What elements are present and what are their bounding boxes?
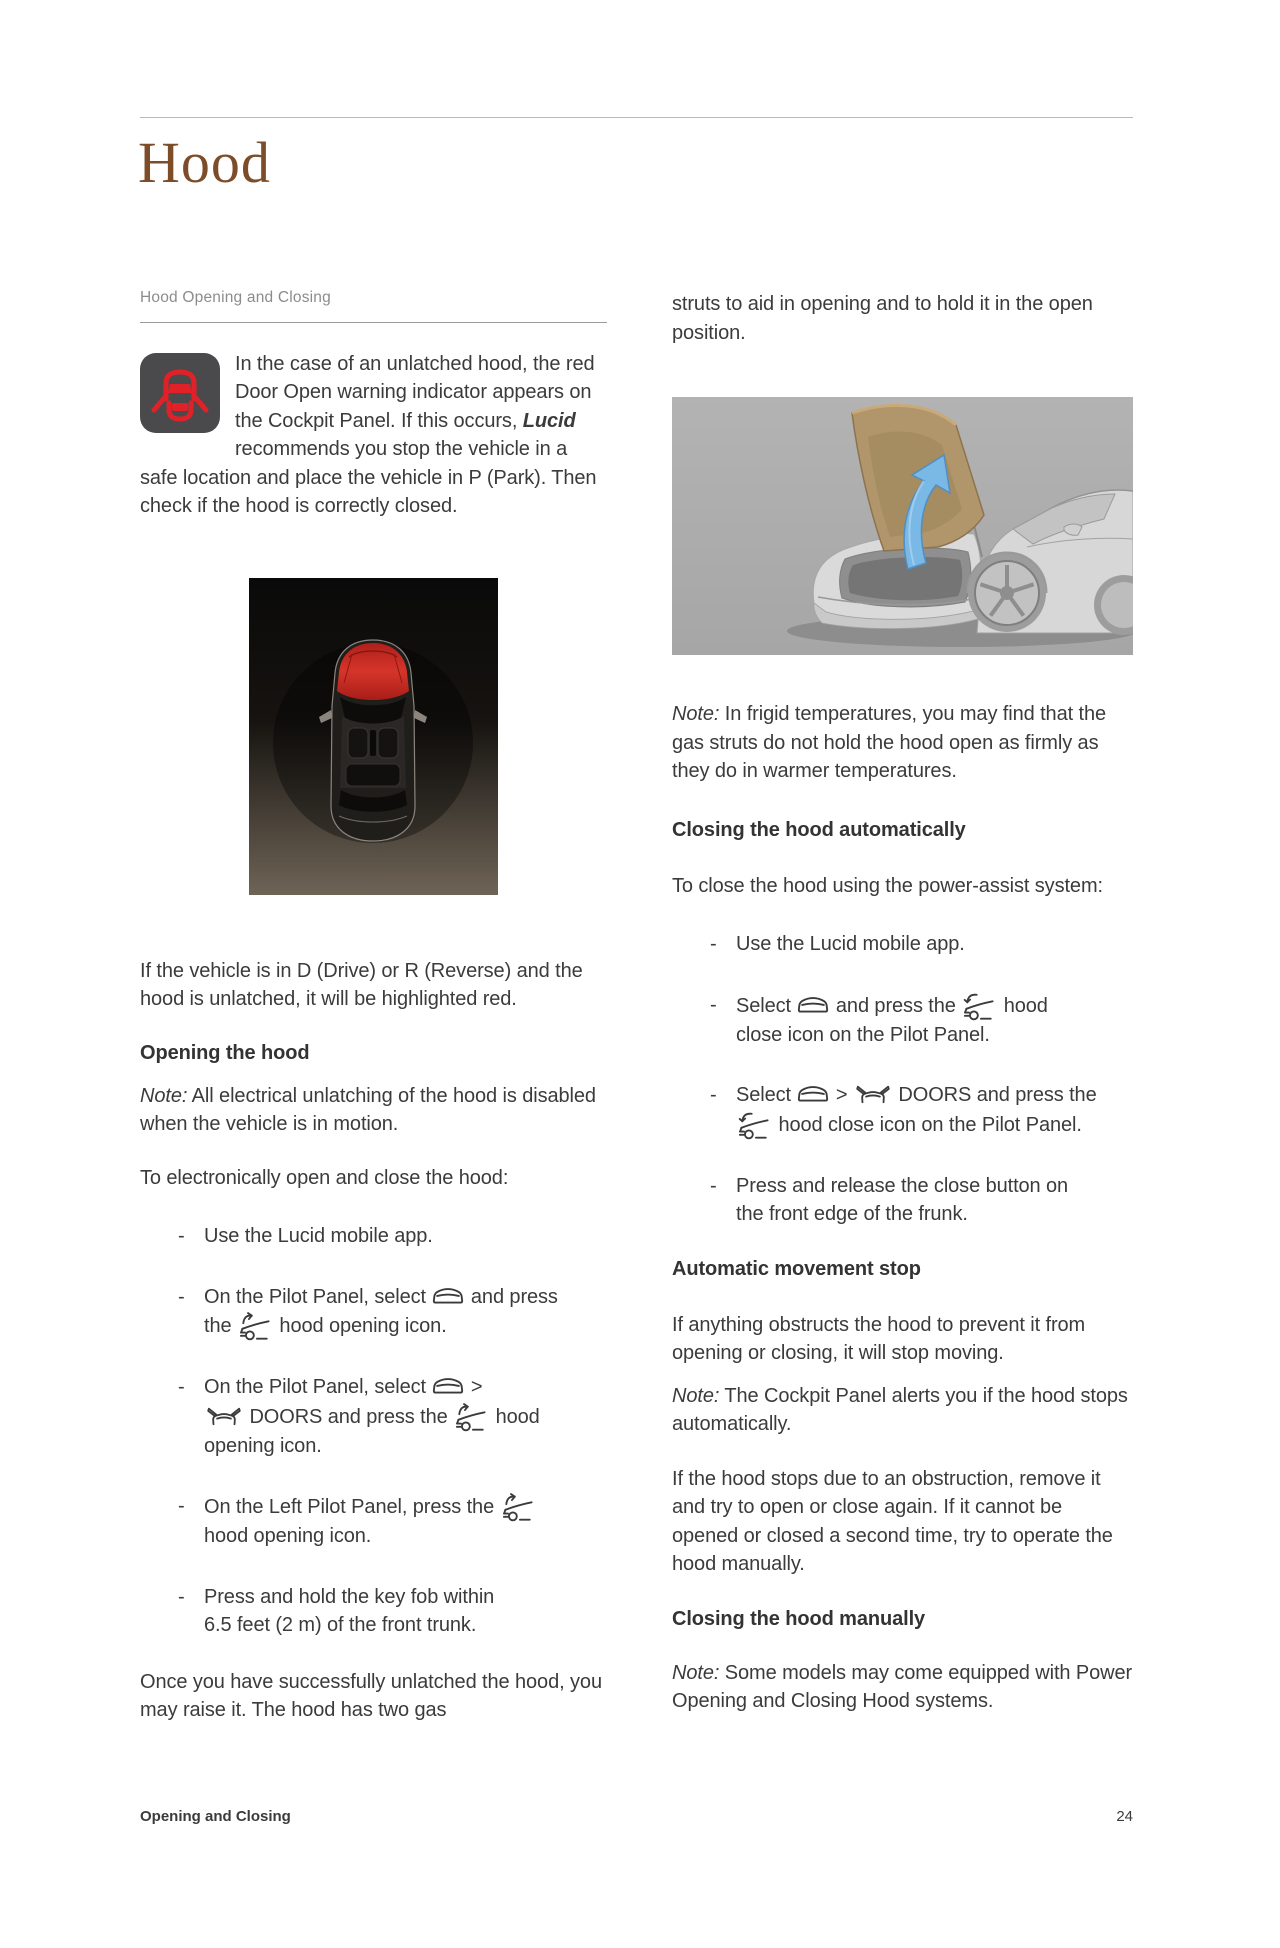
page-title: Hood [138, 130, 271, 195]
bullet-marker: - [178, 1285, 185, 1308]
door-open-warning-icon [140, 353, 220, 433]
bullet-marker: - [178, 1225, 185, 1248]
text-segment: DOORS and press the [892, 1084, 1097, 1106]
open-steps-list [140, 1222, 607, 1640]
text-segment: close icon on the Pilot Panel. [736, 1023, 990, 1046]
list-item [140, 1283, 607, 1342]
list-item [140, 1583, 607, 1640]
text-segment: and press the [830, 994, 962, 1017]
text-segment: Press and release the close button on [736, 1174, 1069, 1197]
hood-open-photo [672, 397, 1133, 655]
text-segment: On the Left Pilot Panel, press the [204, 1496, 500, 1519]
closing-manual-heading: Closing the hood manually [672, 1607, 926, 1630]
bullet-marker: - [178, 1495, 185, 1518]
text-segment: Note: [672, 1661, 720, 1684]
auto-stop-paragraph-1: If anything obstructs the hood to prevent it from opening or closing, it will stop moving. [672, 1313, 1086, 1364]
close-steps-list [672, 930, 1133, 1229]
text-segment: Select [736, 1084, 797, 1106]
text-segment: 6.5 feet (2 m) of the front trunk. [204, 1614, 477, 1637]
bullet-text [736, 991, 1133, 1050]
bullet-text [736, 930, 1133, 959]
vehicle-icon [431, 1284, 465, 1307]
doors-icon [853, 1083, 893, 1105]
note-motion [140, 1082, 607, 1139]
close-intro-paragraph: To close the hood using the power-assist system: [672, 874, 1103, 897]
bullet-marker: - [178, 1376, 185, 1399]
highlight-paragraph: If the vehicle is in D (Drive) or R (Reverse) and the hood is unlatched, it will be highlighted red. [140, 959, 583, 1011]
text-segment: Use the Lucid mobile app. [736, 933, 965, 955]
text-segment: In the case of an unlatched hood, the red Door Open warning indicator appears on the Cockpit Panel. If this occurs, [235, 352, 595, 432]
vehicle-icon [431, 1374, 465, 1397]
text-segment: opening icon. [204, 1434, 322, 1457]
auto-stop-heading: Automatic movement stop [672, 1257, 921, 1280]
note-alert [672, 1382, 1133, 1439]
text-segment: Note: [672, 703, 720, 725]
left-column [140, 283, 607, 1725]
hood-close-icon [961, 991, 998, 1021]
hood-open-icon [237, 1311, 274, 1341]
section-heading: Hood Opening and Closing [140, 283, 607, 323]
continuation-paragraph: struts to aid in opening and to hold it in the open position. [672, 293, 1093, 344]
text-segment: > [830, 1084, 853, 1106]
list-item [140, 1373, 607, 1460]
text-segment: Note: [672, 1384, 720, 1407]
text-segment: hood close icon on the Pilot Panel. [773, 1113, 1082, 1136]
right-column [672, 283, 1133, 1716]
text-segment: hood [490, 1405, 540, 1428]
text-segment: All electrical unlatching of the hood is disabled when the vehicle is in motion. [140, 1084, 596, 1136]
text-segment: Lucid [522, 409, 576, 432]
bullet-marker: - [710, 933, 717, 955]
doors-icon [204, 1405, 244, 1427]
auto-stop-paragraph-2: If the hood stops due to an obstruction, remove it and try to open or close again. If it cannot be opened or closed a second time, try to operate the hood manually. [672, 1467, 1113, 1575]
text-segment: recommends you stop the vehicle in a safe location and place the vehicle in P (Park). Then check if the hood is correctly closed. [140, 438, 597, 518]
note-models [672, 1659, 1133, 1716]
text-segment: The Cockpit Panel alerts you if the hood stops automatically. [672, 1384, 1128, 1435]
text-segment: On the Pilot Panel, select [204, 1376, 432, 1399]
list-item [140, 1492, 607, 1551]
bullet-text [736, 1081, 1133, 1140]
list-item [672, 930, 1133, 959]
bullet-marker: - [178, 1585, 185, 1608]
bullet-text [204, 1283, 607, 1342]
list-item [672, 1172, 1133, 1229]
list-item [672, 991, 1133, 1050]
note-frigid [672, 700, 1133, 786]
text-segment: Press and hold the key fob within [204, 1585, 495, 1608]
top-divider [140, 117, 1133, 118]
text-segment: Use the Lucid mobile app. [204, 1225, 433, 1248]
text-segment: > [465, 1376, 483, 1399]
page-number: 24 [1116, 1808, 1133, 1825]
bullet-text [204, 1222, 607, 1251]
text-segment: Some models may come equipped with Power Opening and Closing Hood systems. [672, 1661, 1133, 1712]
closing-auto-heading: Closing the hood automatically [672, 818, 966, 841]
text-segment: In frigid temperatures, you may find that the gas struts do not hold the hood open as firmly as they do in warmer temperatures. [672, 703, 1107, 782]
bullet-text [204, 1492, 607, 1551]
text-segment: and press [465, 1285, 558, 1308]
text-segment: the [204, 1315, 237, 1338]
bullet-marker: - [710, 993, 717, 1016]
hood-open-icon [453, 1402, 490, 1432]
bullet-text [736, 1172, 1133, 1229]
bullet-marker: - [710, 1084, 717, 1106]
open-intro-paragraph: To electronically open and close the hood: [140, 1166, 509, 1189]
hood-unlatched-topview-image [249, 578, 498, 895]
list-item [672, 1081, 1133, 1140]
bullet-text [204, 1583, 607, 1640]
outro-paragraph: Once you have successfully unlatched the hood, you may raise it. The hood has two gas [140, 1670, 602, 1722]
bullet-text [204, 1373, 607, 1460]
footer-section-label: Opening and Closing [140, 1808, 291, 1825]
text-segment: the front edge of the frunk. [736, 1203, 968, 1225]
text-segment: hood opening icon. [204, 1525, 372, 1548]
text-segment: hood opening icon. [273, 1315, 447, 1338]
text-segment: DOORS and press the [244, 1405, 454, 1428]
bullet-marker: - [710, 1174, 717, 1197]
vehicle-icon [796, 993, 830, 1016]
hood-close-icon [736, 1110, 773, 1140]
text-segment: Select [736, 994, 797, 1017]
text-segment: hood [998, 994, 1048, 1017]
text-segment: Note: [140, 1084, 188, 1107]
hood-open-icon [500, 1492, 537, 1522]
text-segment: On the Pilot Panel, select [204, 1285, 432, 1308]
opening-hood-heading: Opening the hood [140, 1041, 310, 1064]
list-item [140, 1222, 607, 1251]
vehicle-icon [796, 1082, 830, 1105]
warning-paragraph [140, 350, 607, 521]
